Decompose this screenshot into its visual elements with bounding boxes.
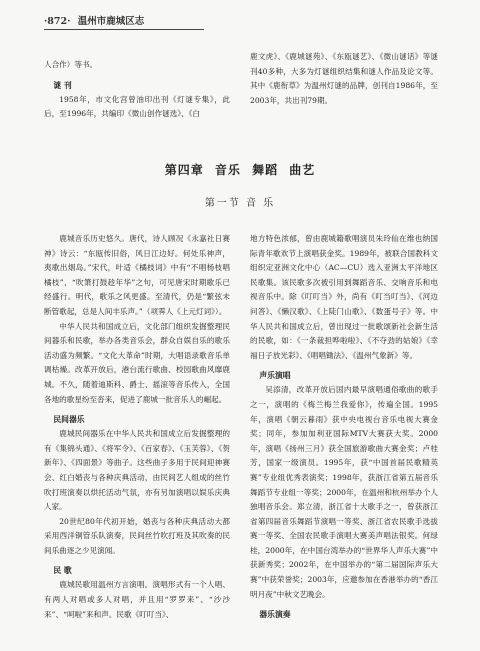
paragraph: 吴添清，改革开放后国内最早演唱通俗歌曲的歌手之一，演唱的《梅兰梅兰我爱你》，传遍全国。1995年，演唱《朝云暮雨》获中央电视台音乐电视大赛金奖；同年，参加加利亚国际MTV大赛获大奖。2000年，演唱《扬州三月》获全国旅游歌曲大赛金奖；卢桂芳，国家一级演员。1995年，获“中国首届民歌精英赛”专业组优秀表演奖；1998年，获浙江省第五届音乐舞蹈节专业组一等奖；2000年，在温州和杭州举办个人独唱音乐会。郑立清，浙江省十大歌手之一，曾获浙江省第四届音乐舞蹈节演唱一等奖、浙江省农民歌手选拔赛一等奖、全国农民歌手演唱大赛美声唱法银奖。何绿桂，2000年，在中国台湾举办的“世界华人声乐大赛”中获新秀奖；2002年，在中国举办的“第二届国际声乐大赛”中获荣誉奖；2003年，应邀参加在香港举办的“香江明月夜”中秋文艺晚会。 [250,385,438,599]
top-right-column [250,50,438,108]
paragraph: 人合作）等书。 [44,60,98,69]
subheading-folk-song: 民 歌 [53,566,72,576]
section-title: 第一节 音 乐 [204,198,276,209]
paragraph: 中华人民共和国成立后，文化部门组织发掘整理民间器乐和民歌，举办各类音乐会，群众自娱自乐的歌乐活动盛为频繁。“文化大革命”时期，大唱语录歌音乐单调枯燥。改革开放后，港台流行歌曲、校园歌曲风靡鹿城。不久，随着迪斯科、爵士、摇滚等音乐传入，全国各地的歌星纷至沓来，促进了鹿城一批音乐人的崛起。 [44,321,230,404]
paragraph: 鹿文虎》、《鹿城谜苑》、《东瓯谜艺》、《微山谜话》等谜刊40多种，大多为灯谜组织结集和谜人作品及论文等。其中《鹿衔草》为温州灯谜的品牌，创刊自1986年，至2003年，共出刊79期。 [250,52,438,105]
subheading-vocal: 声乐演唱 [259,371,291,381]
paragraph: 鹿城民歌用温州方言演唱。演唱形式有一个人唱、有两人对唱或多人对唱，并且用“罗罗来”、“沙沙来”、“呵啦”来和声。民歌《叮叮当》、 [44,580,230,619]
paragraph: 20世纪80年代初开始，婚丧与各种庆典活动大都采用西洋铜管乐队演奏，民间丝竹吹打班及其吹奏的民间乐曲逐之少见演闻。 [44,516,230,555]
paragraph: 鹿城民间器乐在中华人民共和国成立后发掘整理的有《集锦头通》、《将军令》、《百家春》、《玉芙蓉》、《贺新年》、《四面景》等曲子。这些曲子多用于民间迎神赛会、红白婚丧与各种庆典活动，由民间艺人组成的丝竹吹打班演奏以烘托活动气氛，亦有另加演唱以娱乐庆典人家。 [44,429,230,512]
chapter-title: 第四章 音乐 舞蹈 曲艺 [164,163,316,177]
subheading-mikan: 谜 刊 [53,80,72,90]
page-number: ·872· [44,16,71,27]
subheading-instrumental: 器乐演奏 [259,610,291,620]
subheading-folk-instrumental: 民间器乐 [53,415,85,425]
bottom-right-column [250,232,438,622]
page-header [44,13,464,27]
paragraph: 鹿城音乐历史悠久。唐代，诗人顾况《永嘉社日赛神》诗云：“东瓯传旧俗，风日江边好。何处乐神声，夷歌出烟岛。”宋代，叶适《橘枝词》中有“不唱杨枝唱橘枝”、“吹箫打鼓趁年华”之句，可见唐宋时期歌乐已经盛行。明代，歌乐之风更盛。至清代，仍是“繁弦未断管歌起，总是人间丰乐声。”（项霁人《上元灯词》）。 [44,234,230,316]
paragraph: 1958年，市文化宫曾油印出刊《灯谜专集》，此后，至1996年，共编印《微山创作谜选》、《白 [44,94,230,119]
book-title: 温州市鹿城区志 [77,16,145,27]
bottom-left-column [44,232,230,622]
paragraph: 地方特色浓郁，曾由鹿城籍歌唱演员朱玲仙在维也纳国际青年歌欢节上演唱获金奖。1989年，被联合国教科文组织定亚洲文化中心（AC—CU）选入亚洲太平洋地区民歌集。该民歌多次被引用到舞蹈音乐、交响音乐和电视音乐中。除《叮叮当》外，尚有《叮当叮当》、《河边问答》、《懒汉歌》、《上陡门山歌》、《数蛋号子》等。中华人民共和国成立后，曾出现过一批歌颂新社会新生活的民歌，如：《一条裁担哗啦啦》、《不夺劲的姑娘》《幸福日子放光彩》、《唱唱锄法》、《温州气象新》等。 [250,234,438,360]
top-left-column [44,58,230,122]
header-rule [44,29,204,30]
